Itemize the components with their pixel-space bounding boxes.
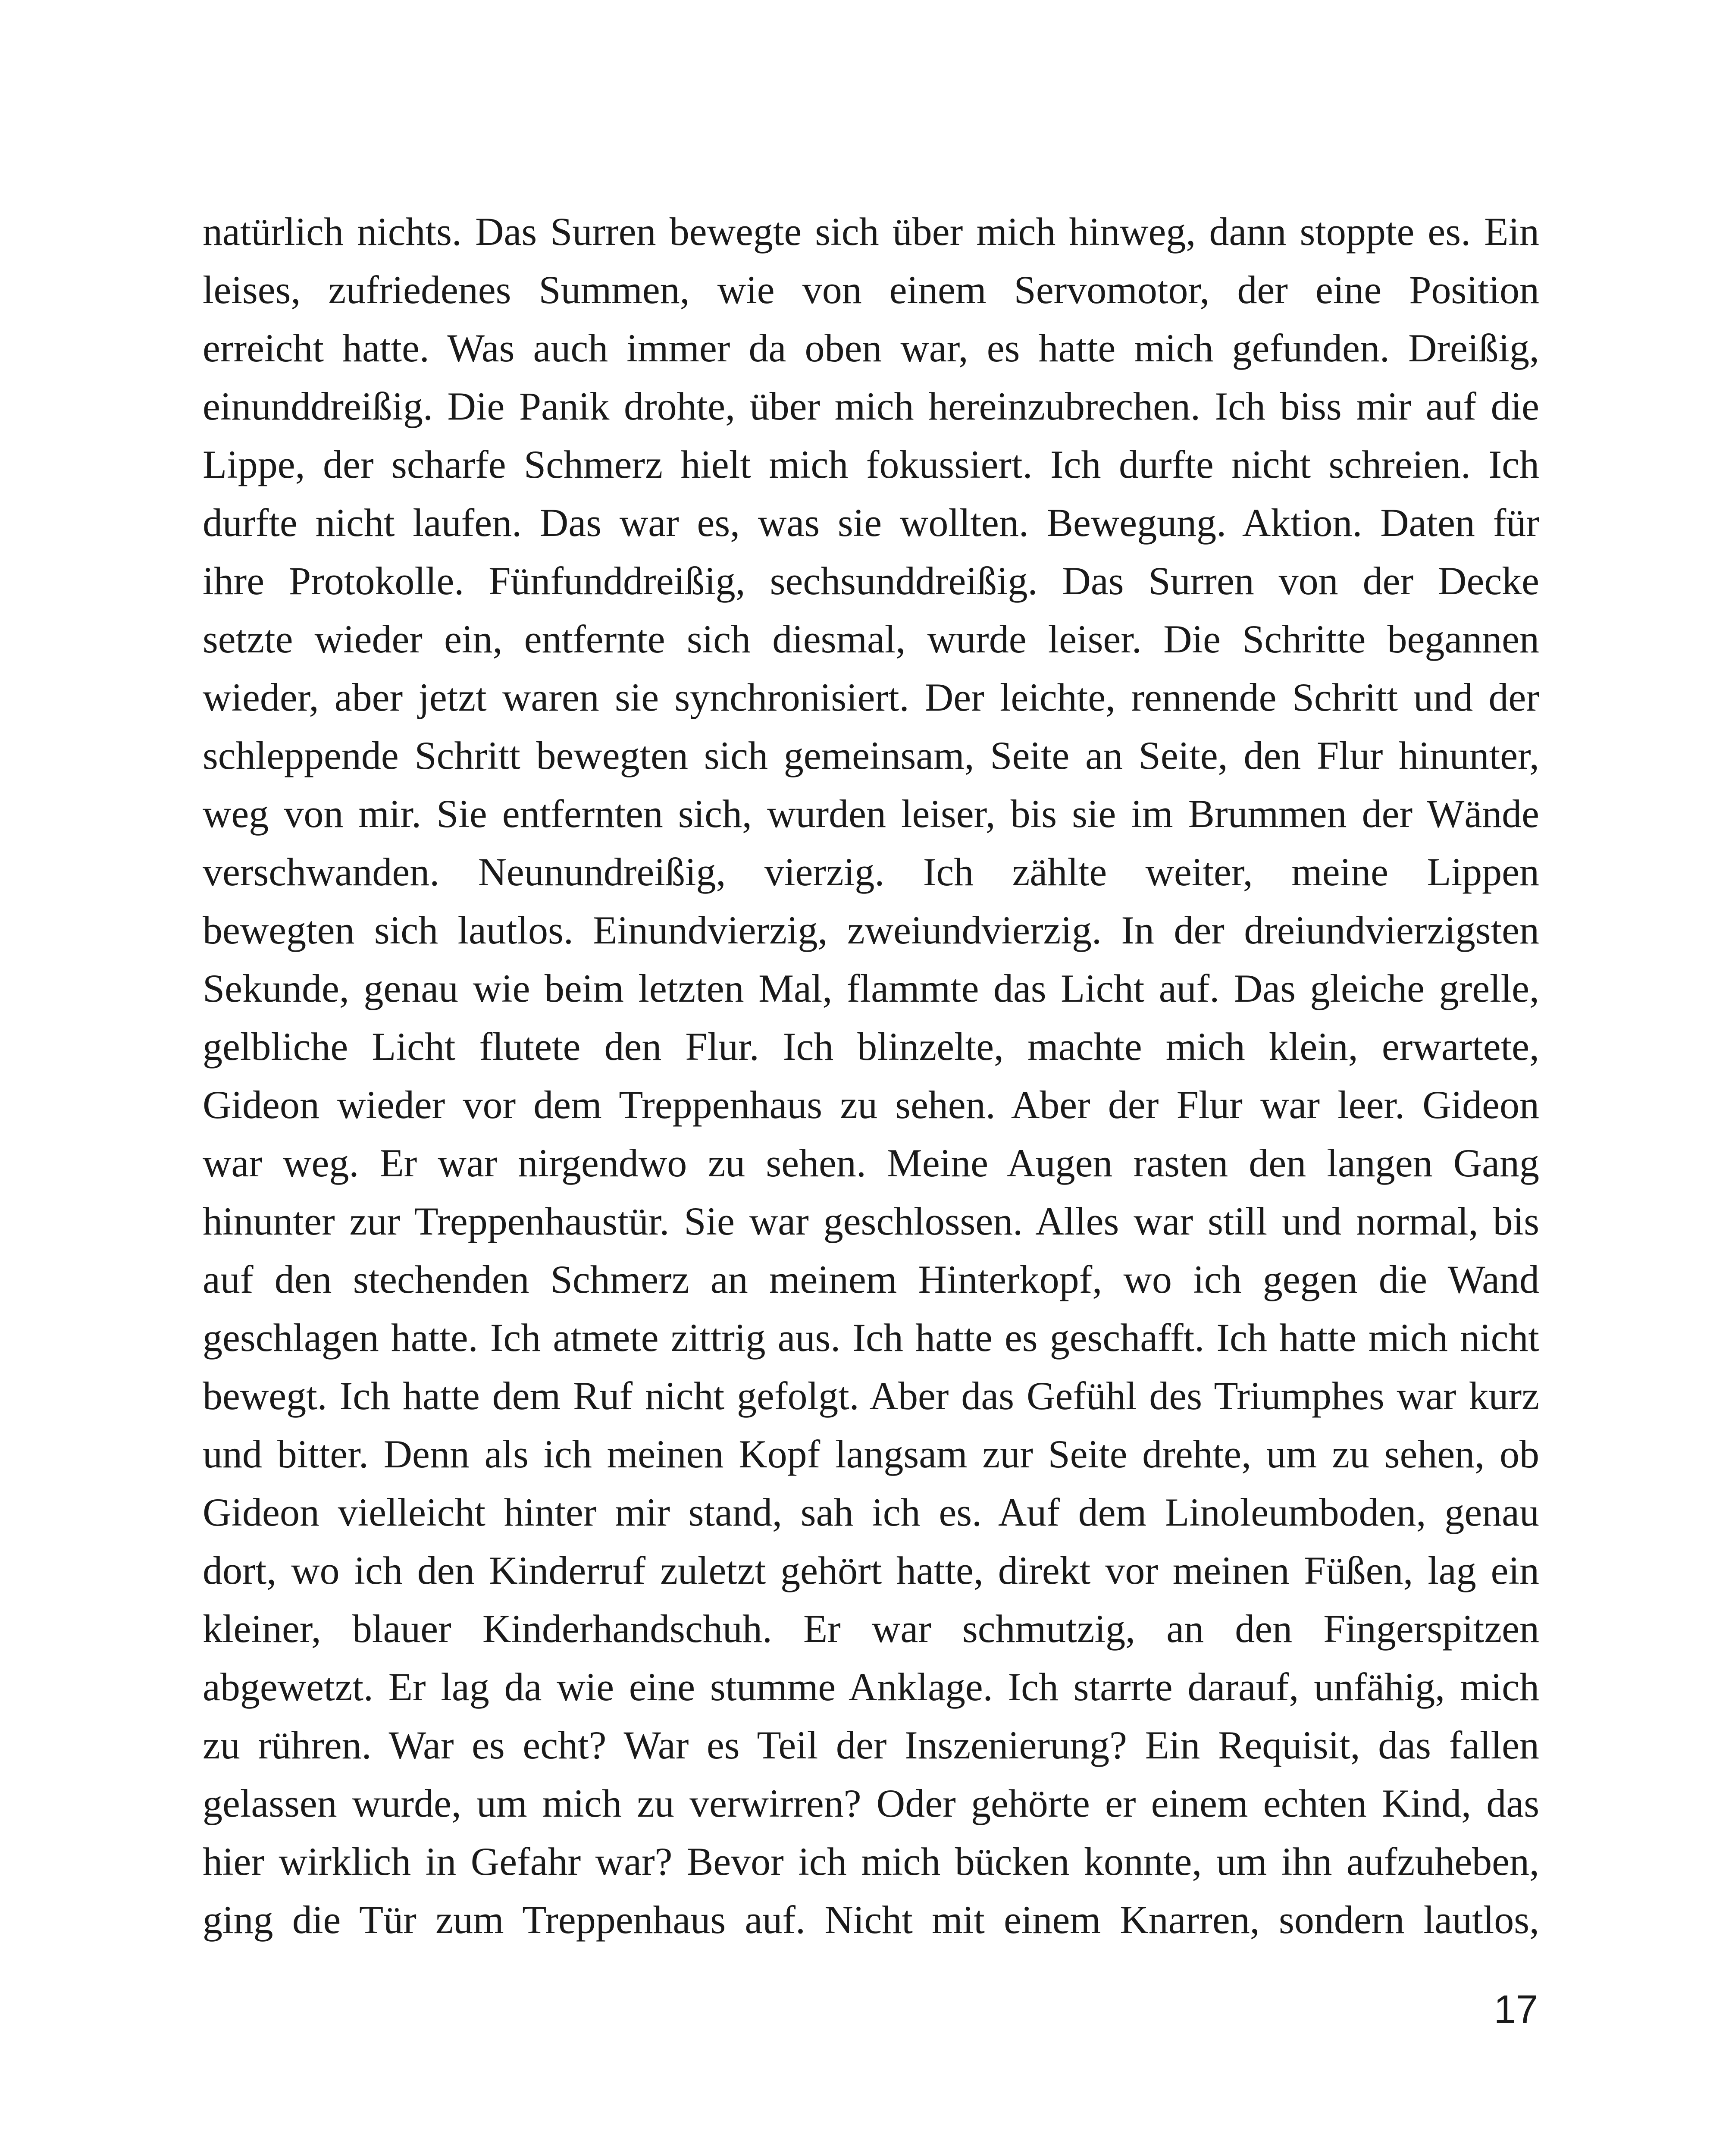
text-line: abgewetzt. Er lag da wie eine stumme Anklage. Ich starrte darauf, unfähig, mich — [203, 1665, 1539, 1709]
text-line: gelbliche Licht flutete den Flur. Ich blinzelte, machte mich klein, erwartete, — [203, 1025, 1539, 1069]
text-line: ihre Protokolle. Fünfunddreißig, sechsunddreißig. Das Surren von der Decke — [203, 559, 1539, 603]
text-line: zu rühren. War es echt? War es Teil der Inszenierung? Ein Requisit, das fallen — [203, 1723, 1539, 1767]
text-line: hinunter zur Treppenhaustür. Sie war geschlossen. Alles war still und normal, bis — [203, 1199, 1539, 1243]
text-line: Gideon wieder vor dem Treppenhaus zu sehen. Aber der Flur war leer. Gideon — [203, 1083, 1539, 1127]
text-line: wieder, aber jetzt waren sie synchronisiert. Der leichte, rennende Schritt und der — [203, 675, 1539, 719]
text-line: gelassen wurde, um mich zu verwirren? Oder gehörte er einem echten Kind, das — [203, 1781, 1539, 1825]
page-number: 17 — [1494, 1987, 1538, 2031]
text-line: schleppende Schritt bewegten sich gemeinsam, Seite an Seite, den Flur hinunter, — [203, 733, 1539, 777]
text-line: bewegten sich lautlos. Einundvierzig, zweiundvierzig. In der dreiundvierzigsten — [203, 908, 1539, 952]
text-line: geschlagen hatte. Ich atmete zittrig aus. Ich hatte es geschafft. Ich hatte mich nicht — [203, 1316, 1539, 1360]
text-line: Gideon vielleicht hinter mir stand, sah ich es. Auf dem Linoleumboden, genau — [203, 1490, 1539, 1534]
text-line: war weg. Er war nirgendwo zu sehen. Meine Augen rasten den langen Gang — [203, 1141, 1539, 1185]
text-line: Lippe, der scharfe Schmerz hielt mich fokussiert. Ich durfte nicht schreien. Ich — [203, 442, 1539, 486]
text-line: und bitter. Denn als ich meinen Kopf langsam zur Seite drehte, um zu sehen, ob — [203, 1432, 1539, 1476]
body-text — [203, 203, 1539, 1949]
text-line: kleiner, blauer Kinderhandschuh. Er war schmutzig, an den Fingerspitzen — [203, 1607, 1539, 1651]
text-line: erreicht hatte. Was auch immer da oben war, es hatte mich gefunden. Dreißig, — [203, 326, 1539, 370]
text-line: leises, zufriedenes Summen, wie von einem Servomotor, der eine Position — [203, 268, 1539, 312]
text-line: hier wirklich in Gefahr war? Bevor ich mich bücken konnte, um ihn aufzuheben, — [203, 1839, 1539, 1883]
text-line: natürlich nichts. Das Surren bewegte sich über mich hinweg, dann stoppte es. Ein — [203, 210, 1539, 254]
text-line: Sekunde, genau wie beim letzten Mal, flammte das Licht auf. Das gleiche grelle, — [203, 966, 1539, 1010]
text-line: durfte nicht laufen. Das war es, was sie wollten. Bewegung. Aktion. Daten für — [203, 501, 1539, 545]
text-line: dort, wo ich den Kinderruf zuletzt gehört hatte, direkt vor meinen Füßen, lag ein — [203, 1548, 1539, 1592]
text-line: ging die Tür zum Treppenhaus auf. Nicht mit einem Knarren, sondern lautlos, — [203, 1898, 1539, 1942]
text-line: auf den stechenden Schmerz an meinem Hinterkopf, wo ich gegen die Wand — [203, 1257, 1539, 1301]
text-line: bewegt. Ich hatte dem Ruf nicht gefolgt. Aber das Gefühl des Triumphes war kurz — [203, 1374, 1539, 1418]
text-line: weg von mir. Sie entfernten sich, wurden leiser, bis sie im Brummen der Wände — [203, 792, 1539, 836]
text-line: setzte wieder ein, entfernte sich diesmal, wurde leiser. Die Schritte begannen — [203, 617, 1539, 661]
text-line: verschwanden. Neunundreißig, vierzig. Ich zählte weiter, meine Lippen — [203, 850, 1539, 894]
text-line: einunddreißig. Die Panik drohte, über mich hereinzubrechen. Ich biss mir auf die — [203, 384, 1539, 428]
